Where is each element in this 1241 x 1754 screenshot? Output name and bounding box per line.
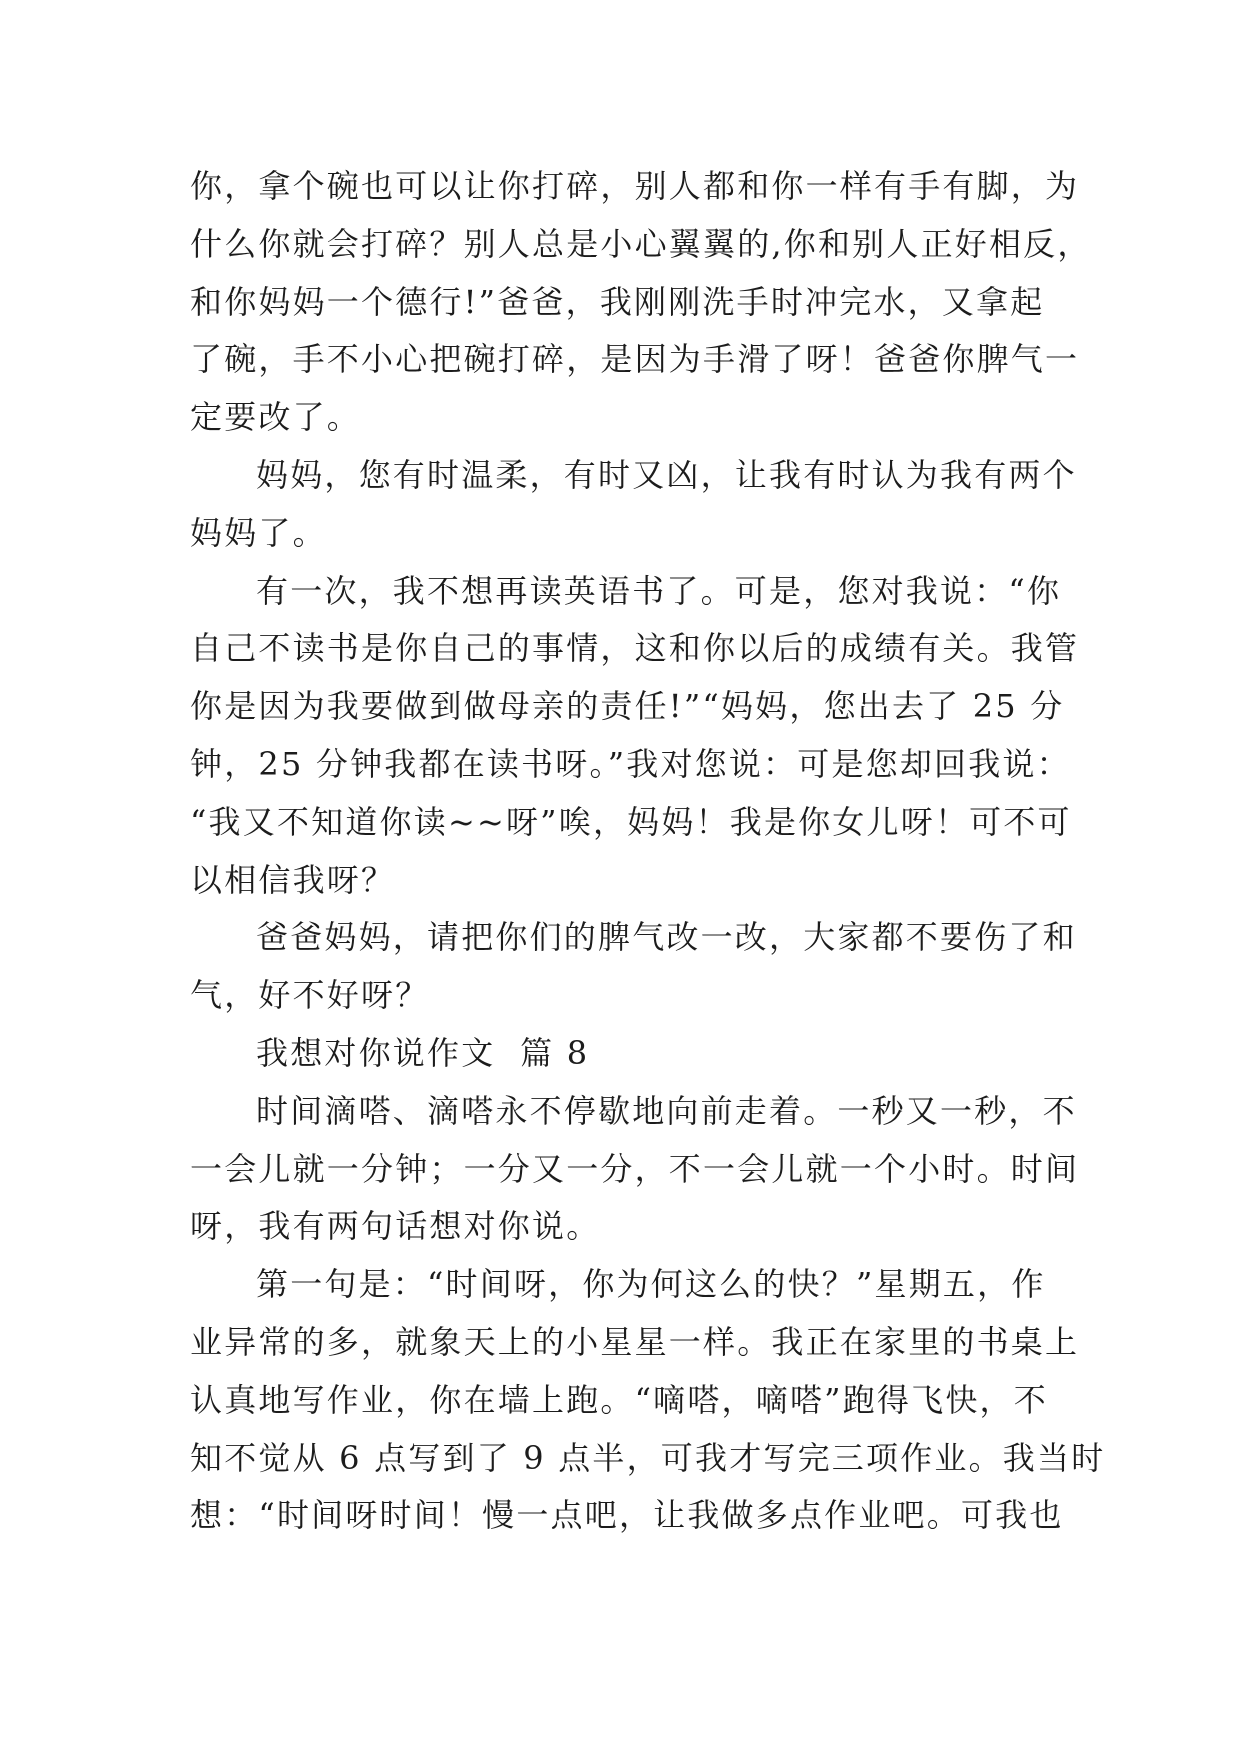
text-line: 自己不读书是你自己的事情，这和你以后的成绩有关。我管 (190, 629, 1080, 668)
text-line: 以相信我呀？ (190, 860, 396, 899)
text-line: 有一次，我不想再读英语书了。可是，您对我说：“你 (256, 571, 1062, 610)
document-body (190, 158, 1106, 1545)
text-line: 气，好不好呀？ (190, 976, 430, 1015)
section-heading-text: 我想对你说作文 篇 8 (256, 1033, 590, 1072)
paragraph (190, 909, 1077, 1025)
text-line: 什么你就会打碎？别人总是小心翼翼的,你和别人正好相反， (190, 224, 1092, 263)
text-line: 想：“时间呀时间！慢一点吧，让我做多点作业吧。可我也 (190, 1496, 1064, 1535)
text-line: 一会儿就一分钟；一分又一分，不一会儿就一个小时。时间 (190, 1149, 1080, 1188)
paragraph (190, 447, 1077, 563)
text-line: 呀，我有两句话想对你说。 (190, 1207, 601, 1246)
text-line: 业异常的多，就象天上的小星星一样。我正在家里的书桌上 (190, 1322, 1080, 1361)
text-line: 妈妈，您有时温柔，有时又凶，让我有时认为我有两个 (256, 455, 1077, 494)
text-line: 和你妈妈一个德行!”爸爸，我刚刚洗手时冲完水，又拿起 (190, 282, 1045, 321)
text-line: 认真地写作业，你在墙上跑。“嘀嗒，嘀嗒”跑得飞快，不 (190, 1380, 1048, 1419)
text-line: 了碗，手不小心把碗打碎，是因为手滑了呀！爸爸你脾气一 (190, 340, 1080, 379)
text-line: 第一句是：“时间呀，你为何这么的快？”星期五，作 (256, 1265, 1046, 1304)
text-line: 知不觉从 6 点写到了 9 点半，可我才写完三项作业。我当时 (190, 1438, 1106, 1477)
text-line: 你是因为我要做到做母亲的责任!”“妈妈，您出去了 25 分 (190, 687, 1065, 726)
text-line: 钟，25 分钟我都在读书呀。”我对您说：可是您却回我说： (190, 744, 1071, 783)
text-line: 妈妈了。 (190, 513, 327, 552)
text-line: 定要改了。 (190, 398, 362, 437)
paragraph (190, 1256, 1106, 1545)
paragraph (190, 563, 1080, 910)
text-line: 你，拿个碗也可以让你打碎，别人都和你一样有手有脚，为 (190, 167, 1080, 205)
paragraph (190, 158, 1092, 447)
paragraph (190, 1083, 1080, 1256)
text-line: 爸爸妈妈，请把你们的脾气改一改，大家都不要伤了和 (256, 918, 1077, 957)
text-line: 时间滴嗒、滴嗒永不停歇地向前走着。一秒又一秒，不 (256, 1091, 1077, 1130)
section-heading (190, 1025, 1070, 1083)
text-line: “我又不知道你读~~呀”唉，妈妈！我是你女儿呀！可不可 (190, 802, 1072, 841)
